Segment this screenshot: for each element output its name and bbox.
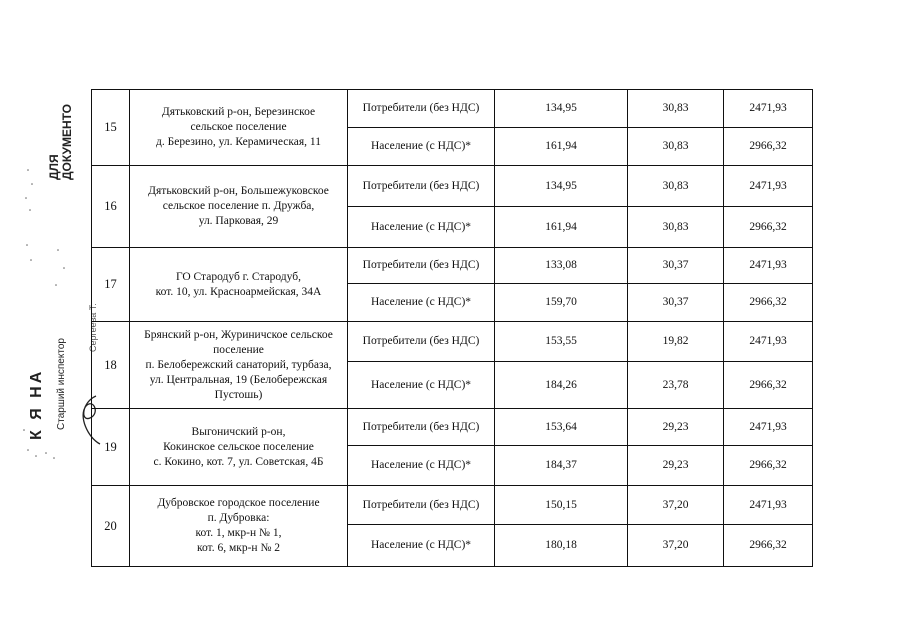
category-cell: Население (с НДС)*: [348, 362, 495, 409]
value-cell-2: 23,78: [628, 362, 724, 409]
inspector-surname: Сергеева Т.: [88, 303, 98, 352]
category-cell: Потребители (без НДС): [348, 409, 495, 446]
address-line: кот. 10, ул. Красноармейская, 34А: [155, 285, 322, 298]
value-cell-1: 159,70: [495, 284, 628, 322]
document-stamp: [48, 104, 74, 180]
table-row: [92, 248, 813, 284]
value-cell-2: 37,20: [628, 486, 724, 525]
address-line: с. Кокино, кот. 7, ул. Советская, 4Б: [153, 455, 324, 468]
value-cell-3: 2966,32: [724, 128, 813, 166]
address-line: сельское поселение п. Дружба,: [162, 200, 315, 212]
address-line: кот. 1, мкр-н № 1,: [195, 527, 282, 539]
value-cell-3: 2966,32: [724, 446, 813, 486]
address-line: Дятьковский р-он, Березинское: [161, 106, 316, 118]
value-cell-1: 180,18: [495, 525, 628, 567]
table-row: [92, 166, 813, 207]
row-number: 15: [92, 90, 130, 166]
address-cell: [130, 486, 348, 567]
value-cell-2: 30,37: [628, 284, 724, 322]
value-cell-3: 2471,93: [724, 322, 813, 362]
value-cell-1: 133,08: [495, 248, 628, 284]
value-cell-2: 30,83: [628, 166, 724, 207]
inspector-title: Старший инспектор: [56, 338, 67, 430]
value-cell-3: 2966,32: [724, 525, 813, 567]
category-cell: Потребители (без НДС): [348, 322, 495, 362]
value-cell-3: 2471,93: [724, 248, 813, 284]
value-cell-2: 37,20: [628, 525, 724, 567]
category-cell: Население (с НДС)*: [348, 446, 495, 486]
value-cell-1: 184,37: [495, 446, 628, 486]
row-number: 18: [92, 322, 130, 409]
value-cell-1: 161,94: [495, 128, 628, 166]
address-cell: [130, 322, 348, 409]
category-cell: Население (с НДС)*: [348, 525, 495, 567]
value-cell-2: 30,83: [628, 128, 724, 166]
category-cell: Потребители (без НДС): [348, 90, 495, 128]
row-number: 16: [92, 166, 130, 248]
seal-letters: К Я НА: [28, 368, 45, 440]
address-cell: [130, 409, 348, 486]
category-cell: Потребители (без НДС): [348, 166, 495, 207]
value-cell-1: 153,64: [495, 409, 628, 446]
category-cell: Потребители (без НДС): [348, 248, 495, 284]
value-cell-2: 29,23: [628, 446, 724, 486]
value-cell-2: 29,23: [628, 409, 724, 446]
value-cell-3: 2471,93: [724, 166, 813, 207]
value-cell-2: 30,83: [628, 207, 724, 248]
value-cell-1: 161,94: [495, 207, 628, 248]
address-line: Дятьковский р-он, Большежуковское: [148, 185, 329, 197]
row-number: 17: [92, 248, 130, 322]
value-cell-2: 19,82: [628, 322, 724, 362]
category-cell: Население (с НДС)*: [348, 128, 495, 166]
address-line: кот. 6, мкр-н № 2: [196, 542, 281, 554]
address-line: Выгоничский р-он,: [191, 425, 286, 438]
address-line: Дубровское городское поселение: [157, 497, 320, 509]
value-cell-3: 2471,93: [724, 409, 813, 446]
row-number: 20: [92, 486, 130, 567]
value-cell-3: 2471,93: [724, 90, 813, 128]
value-cell-3: 2471,93: [724, 486, 813, 525]
table-row: [92, 90, 813, 128]
value-cell-2: 30,83: [628, 90, 724, 128]
value-cell-1: 150,15: [495, 486, 628, 525]
table-body: [92, 90, 813, 567]
address-line: д. Березино, ул. Керамическая, 11: [156, 136, 321, 148]
tariff-table: [91, 89, 813, 567]
table-row: [92, 322, 813, 362]
address-cell: [130, 248, 348, 322]
address-cell: [130, 166, 348, 248]
address-line: ул. Центральная, 19 (Белобережская: [149, 373, 328, 386]
value-cell-3: 2966,32: [724, 362, 813, 409]
table-row: [92, 486, 813, 525]
category-cell: Население (с НДС)*: [348, 284, 495, 322]
address-line: ул. Парковая, 29: [198, 215, 279, 227]
value-cell-1: 134,95: [495, 166, 628, 207]
stamp-line-1: ДЛЯ: [47, 154, 61, 180]
category-cell: Население (с НДС)*: [348, 207, 495, 248]
table-row: [92, 409, 813, 446]
row-number: 19: [92, 409, 130, 486]
value-cell-1: 134,95: [495, 90, 628, 128]
stamp-line-2: ДОКУМЕНТО: [60, 103, 74, 180]
address-line: Кокинское сельское поселение: [163, 440, 314, 453]
address-line: п. Дубровка:: [207, 512, 270, 524]
value-cell-2: 30,37: [628, 248, 724, 284]
address-line: сельское поселение: [190, 121, 287, 133]
address-cell: [130, 90, 348, 166]
address-line: п. Белобережский санаторий, турбаза,: [145, 358, 332, 371]
category-cell: Потребители (без НДС): [348, 486, 495, 525]
address-line: поселение: [213, 343, 264, 356]
value-cell-1: 184,26: [495, 362, 628, 409]
address-line: ГО Стародуб г. Стародуб,: [176, 270, 301, 283]
value-cell-3: 2966,32: [724, 207, 813, 248]
value-cell-1: 153,55: [495, 322, 628, 362]
stamp-dots: [18, 150, 78, 470]
address-line: Брянский р-он, Журиничское сельское: [144, 328, 333, 341]
address-line: Пустошь): [214, 388, 263, 401]
value-cell-3: 2966,32: [724, 284, 813, 322]
